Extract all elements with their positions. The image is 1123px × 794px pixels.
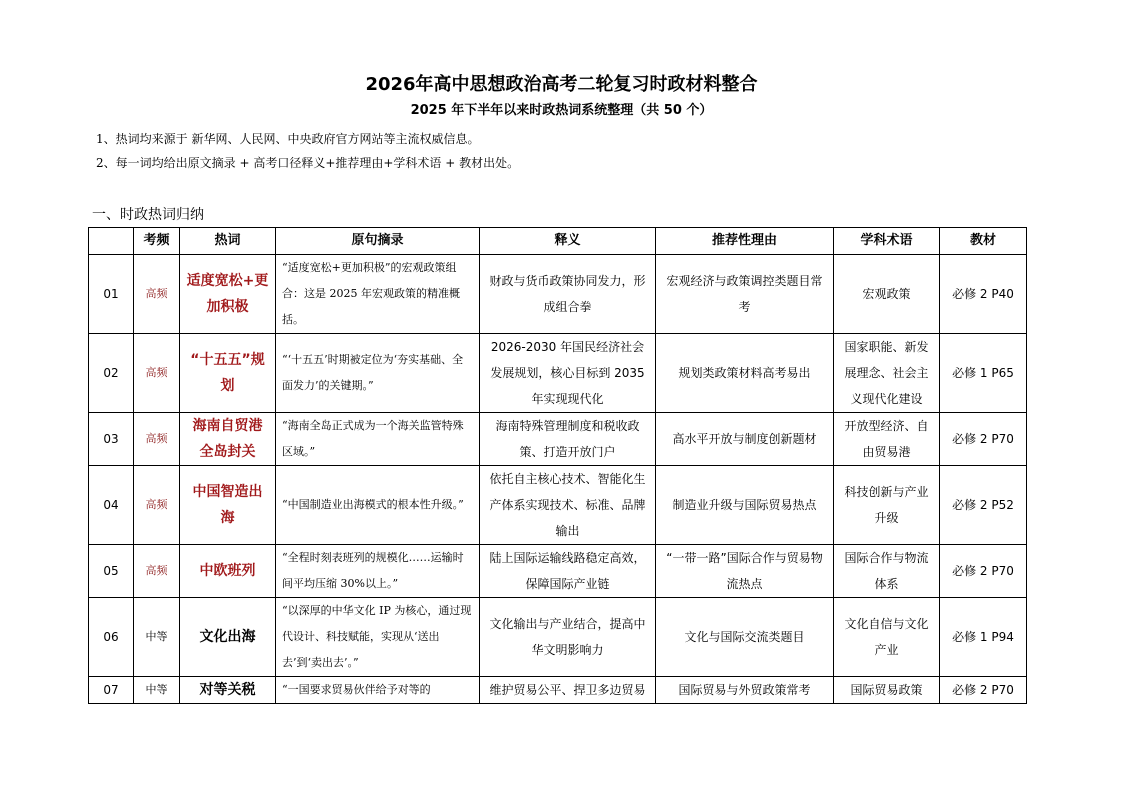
header-subject-terms: 学科术语 bbox=[834, 228, 940, 255]
frequency-cell: 中等 bbox=[134, 598, 180, 677]
row-number: 07 bbox=[89, 677, 134, 704]
row-number: 06 bbox=[89, 598, 134, 677]
reason-cell: “一带一路”国际合作与贸易物流热点 bbox=[656, 545, 834, 598]
textbook-cell: 必修 1 P65 bbox=[940, 334, 1027, 413]
header-frequency: 考频 bbox=[134, 228, 180, 255]
table-row bbox=[89, 334, 1027, 413]
term-cell: “十五五”规划 bbox=[180, 334, 276, 413]
document-subtitle: 2025 年下半年以来时政热词系统整理（共 50 个） bbox=[410, 103, 713, 118]
reason-cell: 文化与国际交流类题目 bbox=[656, 598, 834, 677]
meaning-cell: 依托自主核心技术、智能化生产体系实现技术、标准、品牌输出 bbox=[480, 466, 656, 545]
quote-cell: “海南全岛正式成为一个海关监管特殊区域。” bbox=[276, 413, 480, 466]
row-number: 04 bbox=[89, 466, 134, 545]
quote-cell: “‘十五五’时期被定位为‘夯实基础、全面发力’的关键期。” bbox=[276, 334, 480, 413]
term-cell: 海南自贸港全岛封关 bbox=[180, 413, 276, 466]
quote-cell: “以深厚的中华文化 IP 为核心，通过现代设计、科技赋能，实现从‘送出去’到‘卖出去’。” bbox=[276, 598, 480, 677]
header-index bbox=[89, 228, 134, 255]
hot-words-table bbox=[88, 227, 1027, 704]
table-row bbox=[89, 598, 1027, 677]
header-quote: 原句摘录 bbox=[276, 228, 480, 255]
reason-cell: 高水平开放与制度创新题材 bbox=[656, 413, 834, 466]
row-number: 05 bbox=[89, 545, 134, 598]
frequency-cell: 高频 bbox=[134, 255, 180, 334]
textbook-cell: 必修 2 P70 bbox=[940, 677, 1027, 704]
section-heading: 一、时政热词归纳 bbox=[92, 207, 204, 223]
term-cell: 中欧班列 bbox=[180, 545, 276, 598]
meaning-cell: 陆上国际运输线路稳定高效，保障国际产业链 bbox=[480, 545, 656, 598]
textbook-cell: 必修 2 P70 bbox=[940, 545, 1027, 598]
term-cell: 对等关税 bbox=[180, 677, 276, 704]
frequency-cell: 高频 bbox=[134, 334, 180, 413]
meaning-cell: 海南特殊管理制度和税收政策、打造开放门户 bbox=[480, 413, 656, 466]
table-header-row bbox=[89, 228, 1027, 255]
subject-terms-cell: 国家职能、新发展理念、社会主义现代化建设 bbox=[834, 334, 940, 413]
subject-terms-cell: 科技创新与产业升级 bbox=[834, 466, 940, 545]
table-row bbox=[89, 466, 1027, 545]
frequency-cell: 高频 bbox=[134, 466, 180, 545]
subject-terms-cell: 国际贸易政策 bbox=[834, 677, 940, 704]
note-sources: 1、热词均来源于 新华网、人民网、中央政府官方网站等主流权威信息。 bbox=[96, 132, 480, 146]
term-cell: 适度宽松+更加积极 bbox=[180, 255, 276, 334]
subject-terms-cell: 开放型经济、自由贸易港 bbox=[834, 413, 940, 466]
table-row bbox=[89, 413, 1027, 466]
meaning-cell: 2026-2030 年国民经济社会发展规划，核心目标到 2035 年实现现代化 bbox=[480, 334, 656, 413]
textbook-cell: 必修 2 P70 bbox=[940, 413, 1027, 466]
document-title: 2026年高中思想政治高考二轮复习时政材料整合 bbox=[365, 74, 758, 95]
term-cell: 中国智造出海 bbox=[180, 466, 276, 545]
header-meaning: 释义 bbox=[480, 228, 656, 255]
term-cell: 文化出海 bbox=[180, 598, 276, 677]
header-reason: 推荐性理由 bbox=[656, 228, 834, 255]
table-row bbox=[89, 255, 1027, 334]
row-number: 01 bbox=[89, 255, 134, 334]
reason-cell: 国际贸易与外贸政策常考 bbox=[656, 677, 834, 704]
subject-terms-cell: 宏观政策 bbox=[834, 255, 940, 334]
quote-cell: “全程时刻表班列的规模化……运输时间平均压缩 30%以上。” bbox=[276, 545, 480, 598]
table-row bbox=[89, 545, 1027, 598]
table-row bbox=[89, 677, 1027, 704]
subject-terms-cell: 文化自信与文化产业 bbox=[834, 598, 940, 677]
meaning-cell: 维护贸易公平、捍卫多边贸易 bbox=[480, 677, 656, 704]
quote-cell: “中国制造业出海模式的根本性升级。” bbox=[276, 466, 480, 545]
frequency-cell: 高频 bbox=[134, 413, 180, 466]
quote-cell: “适度宽松+更加积极”的宏观政策组合：这是 2025 年宏观政策的精准概括。 bbox=[276, 255, 480, 334]
meaning-cell: 文化输出与产业结合，提高中华文明影响力 bbox=[480, 598, 656, 677]
reason-cell: 制造业升级与国际贸易热点 bbox=[656, 466, 834, 545]
meaning-cell: 财政与货币政策协同发力，形成组合拳 bbox=[480, 255, 656, 334]
frequency-cell: 中等 bbox=[134, 677, 180, 704]
header-term: 热词 bbox=[180, 228, 276, 255]
row-number: 03 bbox=[89, 413, 134, 466]
row-number: 02 bbox=[89, 334, 134, 413]
textbook-cell: 必修 1 P94 bbox=[940, 598, 1027, 677]
reason-cell: 宏观经济与政策调控类题目常考 bbox=[656, 255, 834, 334]
textbook-cell: 必修 2 P52 bbox=[940, 466, 1027, 545]
textbook-cell: 必修 2 P40 bbox=[940, 255, 1027, 334]
note-format: 2、每一词均给出原文摘录 + 高考口径释义+推荐理由+学科术语 + 教材出处。 bbox=[96, 156, 520, 170]
subject-terms-cell: 国际合作与物流体系 bbox=[834, 545, 940, 598]
header-textbook: 教材 bbox=[940, 228, 1027, 255]
frequency-cell: 高频 bbox=[134, 545, 180, 598]
reason-cell: 规划类政策材料高考易出 bbox=[656, 334, 834, 413]
quote-cell: “一国要求贸易伙伴给予对等的 bbox=[276, 677, 480, 704]
